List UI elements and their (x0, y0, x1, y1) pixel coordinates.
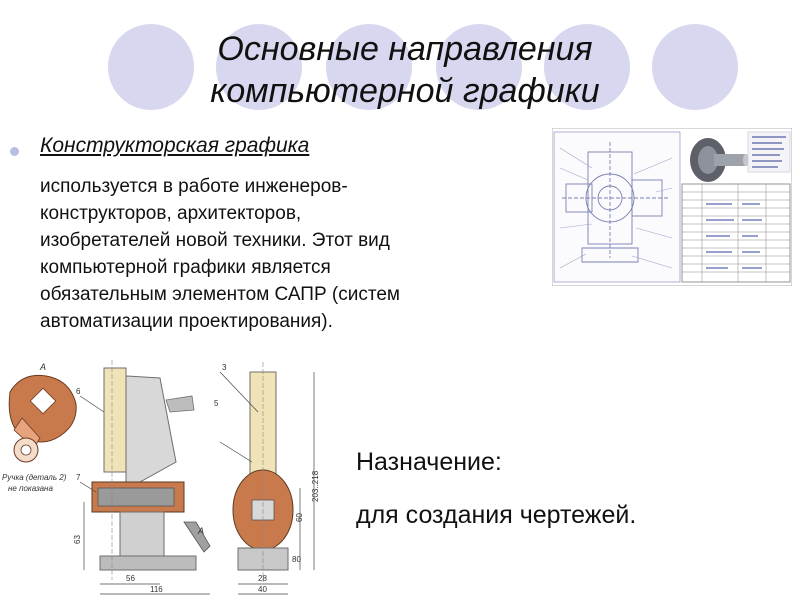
leader-7: 7 (76, 473, 81, 482)
cad-assembly-image (552, 128, 792, 286)
dim-56: 56 (126, 574, 135, 583)
specification-table (682, 184, 790, 282)
dim-40: 40 (258, 585, 267, 594)
dim-range: 203..218 (311, 470, 320, 502)
dim-63: 63 (73, 535, 82, 544)
label-a-top: А (40, 362, 47, 372)
subheading: Конструкторская графика (40, 134, 310, 157)
body-line: автоматизации проектирования). (40, 311, 333, 332)
handle-note-line-2: не показана (8, 484, 53, 493)
dim-28: 28 (258, 574, 267, 583)
body-line: обязательным элементом САПР (систем (40, 284, 400, 305)
title-line-2: компьютерной графики (210, 72, 600, 110)
bullet-icon (10, 147, 19, 156)
dim-116: 116 (150, 585, 163, 594)
body-line: конструкторов, архитекторов, (40, 203, 302, 224)
purpose-label: Назначение: (356, 448, 502, 476)
leader-5: 5 (214, 399, 219, 408)
view-a-label: А (198, 526, 205, 536)
body-paragraph (40, 173, 560, 335)
dim-80: 80 (292, 555, 301, 564)
body-line: изобретателей новой техники. Этот вид (40, 230, 390, 251)
body-line: используется в работе инженеров- (40, 176, 348, 197)
body-line: компьютерной графики является (40, 257, 331, 278)
slide-title (60, 28, 750, 112)
handle-note-line-1: Ручка (деталь 2) (2, 473, 67, 482)
engineering-drawing-image (0, 352, 330, 598)
purpose-text: для создания чертежей. (356, 501, 637, 529)
leader-3: 3 (222, 363, 227, 372)
dim-60: 60 (295, 513, 304, 522)
title-line-1: Основные направления (217, 30, 593, 68)
leader-6: 6 (76, 387, 81, 396)
